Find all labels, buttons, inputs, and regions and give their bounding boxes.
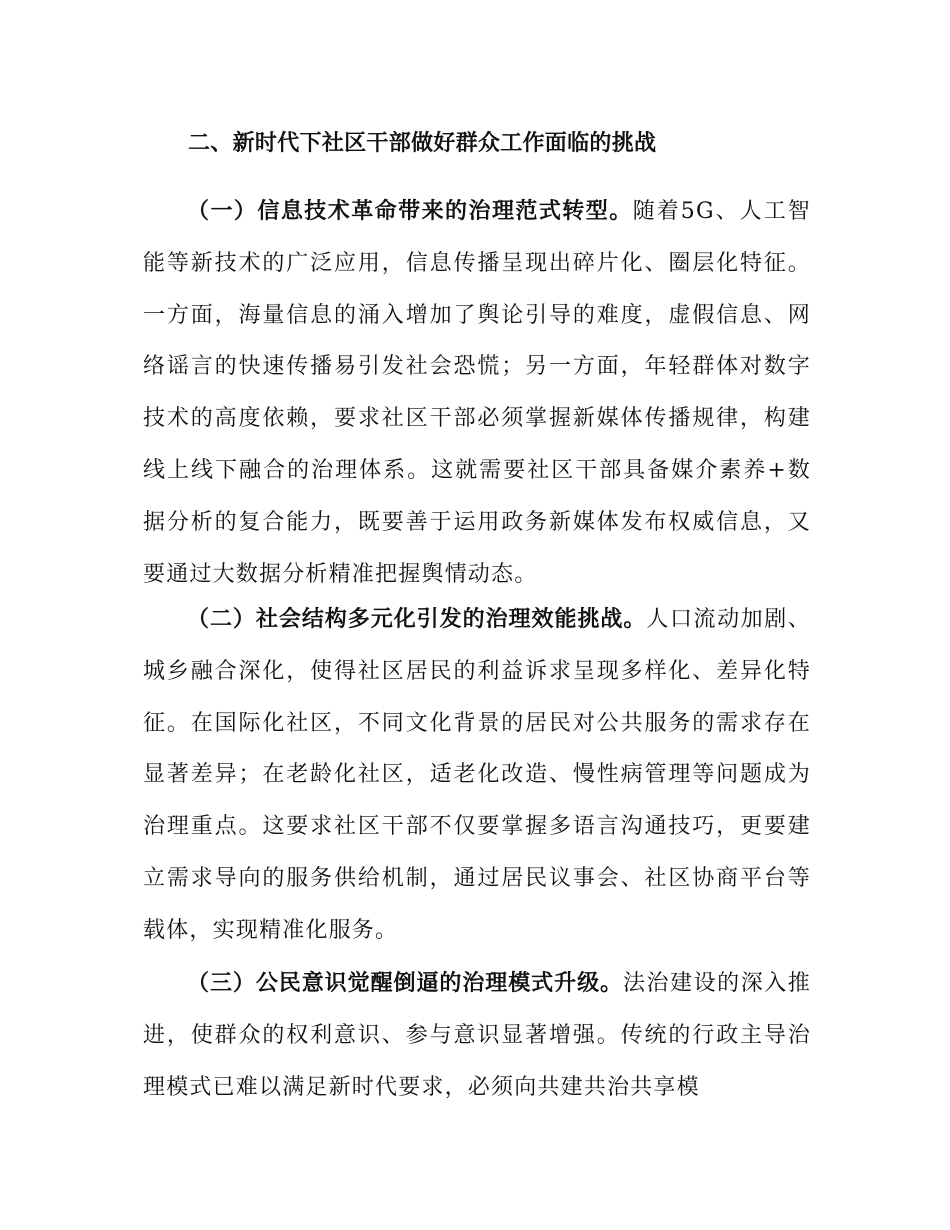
- section-heading: 二、新时代下社区干部做好群众工作面临的挑战: [188, 131, 657, 156]
- paragraph-1-body: 随着5G、人工智能等新技术的广泛应用，信息传播呈现出碎片化、圈层化特征。一方面，海量信息的涌入增加了舆论引导的难度，虚假信息、网络谣言的快速传播易引发社会恐慌；另一方面，年轻群体对数字技术的高度依赖，要求社区干部必须掌握新媒体传播规律，构建线上线下融合的治理体系。这就需要社区干部具备媒介素养+数据分析的复合能力，既要善于运用政务新媒体发布权威信息，又要通过大数据分析精准把握舆情动态。: [143, 199, 812, 587]
- paragraph-2-body: 人口流动加剧、城乡融合深化，使得社区居民的利益诉求呈现多样化、差异化特征。在国际化社区，不同文化背景的居民对公共服务的需求存在显著差异；在老龄化社区，适老化改造、慢性病管理等问题成为治理重点。这要求社区干部不仅要掌握多语言沟通技巧，更要建立需求导向的服务供给机制，通过居民议事会、社区协商平台等载体，实现精准化服务。: [143, 607, 811, 943]
- paragraph-1: [143, 186, 811, 600]
- paragraph-1-lead: （一）信息技术革命带来的治理范式转型。: [187, 199, 633, 224]
- paragraph-3: [143, 958, 811, 1113]
- paragraph-2: [143, 594, 811, 957]
- paragraph-3-body: 法治建设的深入推进，使群众的权利意识、参与意识显著增强。传统的行政主导治理模式已难以满足新时代要求，必须向共建共治共享模: [143, 971, 811, 1100]
- paragraph-2-lead: （二）社会结构多元化引发的治理效能挑战。: [187, 607, 647, 632]
- paragraph-3-lead: （三）公民意识觉醒倒逼的治理模式升级。: [187, 971, 623, 996]
